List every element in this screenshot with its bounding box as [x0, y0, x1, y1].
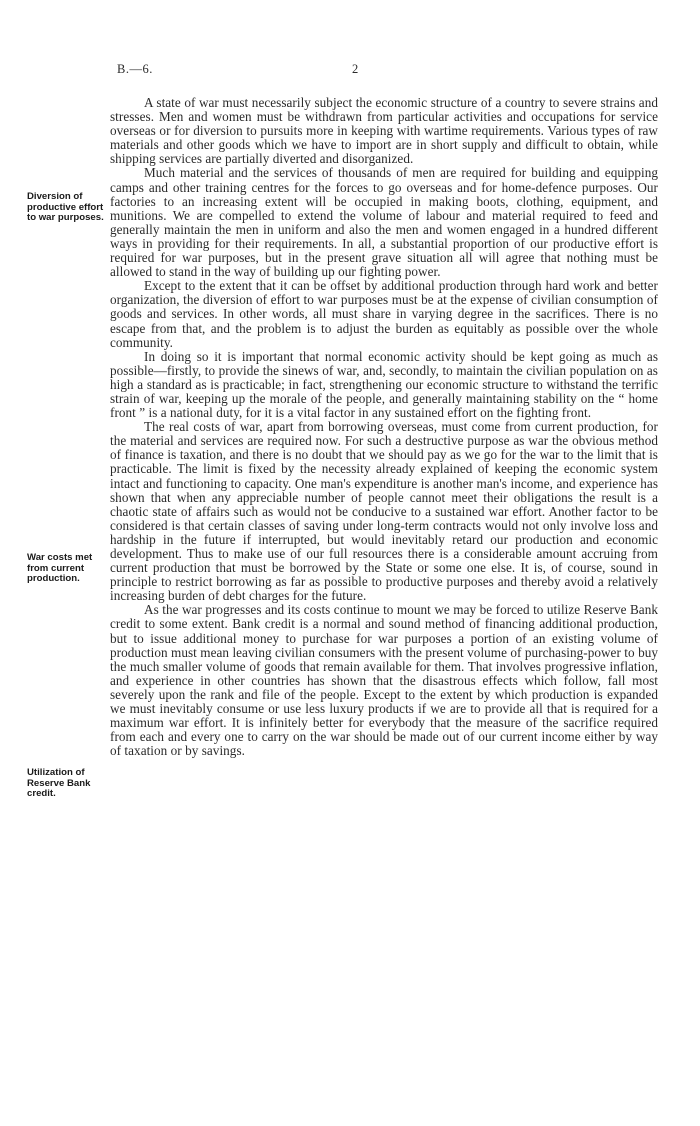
paragraph-state-of-war: A state of war must necessarily subject the economic structure of a country to severe strains and stresses. Men and women must be withdrawn from particular activities and occupations for service overseas or for diversion to pursuits more in keeping with wartime requirements. Various types of raw materials and other goods which we have to import are in short supply and difficult to obtain, while shipping services are partially diverted and disorganized. [110, 95, 658, 167]
margin-note-war-costs: War costs met from current production. [27, 552, 93, 585]
document-reference: B.—6. [117, 62, 153, 76]
page-header [0, 62, 700, 78]
paragraph-reserve-bank-credit: As the war progresses and its costs continue to mount we may be forced to utilize Reserve Bank credit to some extent. Bank credit is a normal and sound method of financing additional production, but to issue additional money to purchase for war purposes a portion of an existing volume of production must mean leaving civilian consumers with the present volume of purchasing-power to buy the much smaller volume of goods that remain available for them. That involves progressive inflation, and experience in other countries has shown that the disastrous effects which follow, fall most severely upon the rank and file of the people. Except to the extent by which production is expanded we must inevitably consume or use less luxury products if we are to provide all that is required for a maximum war effort. It is infinitely better for everybody that the measure of the sacrifice required from each and every one to carry on the war should be made out of our current income either by way of taxation or by savings. [110, 602, 658, 759]
body-text [110, 96, 658, 758]
page-number: 2 [352, 62, 359, 76]
paragraph-real-costs: The real costs of war, apart from borrowing overseas, must come from current production, for the material and services are required now. For such a destructive purpose as war the obvious method of finance is taxation, and there is no doubt that we should pay as we go for the war to the limit that is practicable. The limit is fixed by the necessity already explained of keeping the economic system intact and functioning to capacity. One man's expenditure is another man's income, and experience has shown that when any appreciable number of people cannot meet their obligations the result is a chaotic state of affairs such as would not be conducive to a sustained war effort. Another factor to be considered is that certain classes of saving under long-term contracts would not only involve loss and hardship in the future if interrupted, but would inevitably retard our production and economic development. Thus to make use of our full resources there is a considerable amount accruing from current production that must be borrowed by the State or some one else. It is, of course, sound in principle to restrict borrowing as far as possible to productive purposes and thereby avoid a relatively increasing burden of debt charges for the future. [110, 419, 658, 604]
paragraph-civilian-consumption: Except to the extent that it can be offset by additional production through hard work and better organization, the diversion of effort to war purposes must be at the expense of civilian consumption of goods and services. In other words, all must share in varying degree in the sacrifices. There is no escape from that, and the problem is to adjust the burden as equitably as possible over the whole community. [110, 278, 658, 350]
paragraph-economic-activity: In doing so it is important that normal economic activity should be kept going as much as possible—firstly, to provide the sinews of war, and, secondly, to maintain the civilian population on as high a standard as is practicable; in fact, strengthening our economic structure to withstand the terrific strain of war, keeping up the morale of the people, and generally maintaining stability on the “ home front ” is a national duty, for it is a vital factor in any sustained effort on the fighting front. [110, 348, 658, 421]
margin-note-reserve-bank: Utilization of Reserve Bank credit. [27, 767, 91, 800]
paragraph-material-services: Much material and the services of thousands of men are required for building and equipping camps and other training centres for the forces to go overseas and for home-defence purposes. Our factories to an increasing extent will be occupied in making boots, clothing, equipment, and munitions. We are compelled to extend the volume of labour and material required to feed and generally maintain the men in uniform and also the men and women engaged in a hundred different ways in providing for their requirements. In all, a substantial proportion of our productive effort is required for war purposes, but in the present grave situation all will agree that nothing must be allowed to stand in the way of building up our fighting power. [110, 165, 658, 280]
margin-note-diversion: Diversion of productive effort to war purposes. [27, 191, 104, 224]
